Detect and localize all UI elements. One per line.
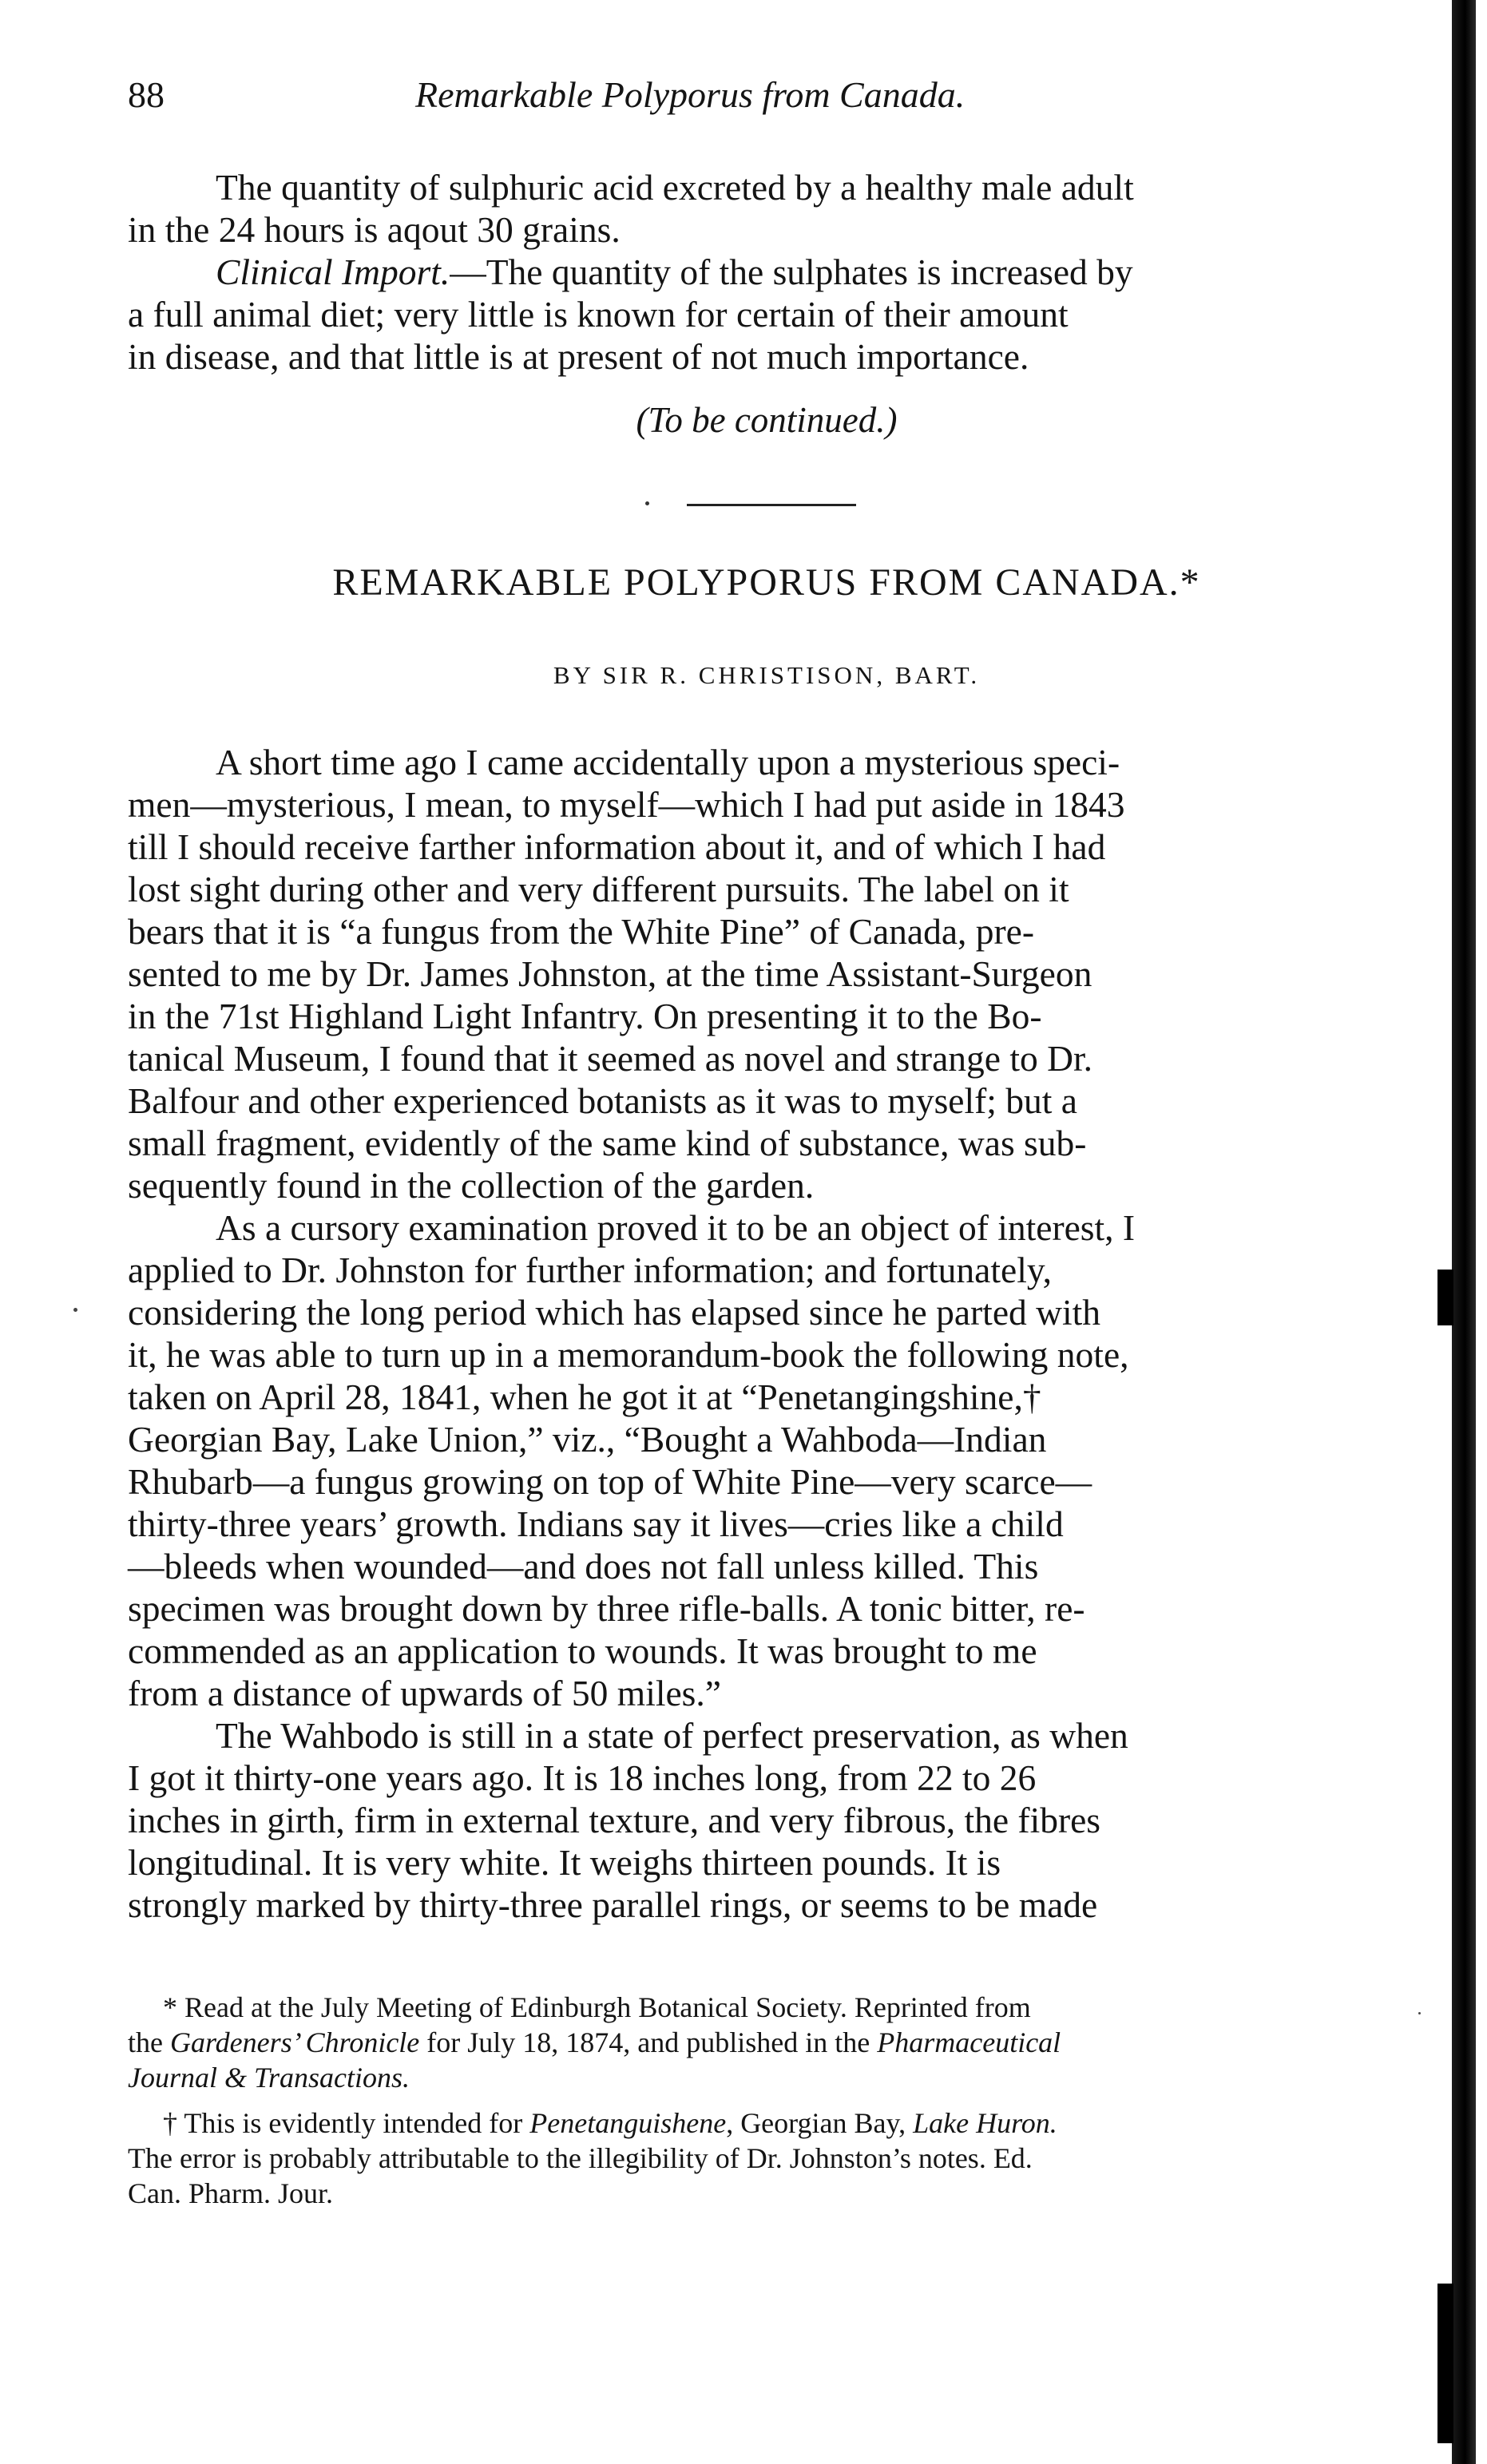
page-number: 88 xyxy=(128,74,165,115)
page-binding-edge xyxy=(1452,0,1476,2464)
article-paragraph-1 xyxy=(128,741,1406,1206)
section-rule xyxy=(687,504,856,506)
text-line: men—mysterious, I mean, to myself—which I had put aside in 1843 xyxy=(128,784,1125,825)
footnote-line: Journal & Transactions. xyxy=(128,2062,410,2094)
place-name: Lake Huron. xyxy=(913,2107,1057,2139)
text-line: strongly marked by thirty-three parallel rings, or seems to be made xyxy=(128,1884,1098,1925)
text-line: lost sight during other and very different pursuits. The label on it xyxy=(128,869,1069,909)
journal-name: Gardeners’ Chronicle xyxy=(169,2026,420,2058)
text-line: applied to Dr. Johnston for further information; and fortunately, xyxy=(128,1250,1053,1290)
print-speck xyxy=(1418,2012,1421,2014)
text-line: specimen was brought down by three rifle-balls. A tonic bitter, re- xyxy=(128,1588,1085,1629)
footnote-text: , Georgian Bay, xyxy=(726,2107,914,2139)
footnote-line: The error is probably attributable to the illegibility of Dr. Johnston’s notes. Ed. xyxy=(128,2142,1033,2174)
text-line: from a distance of upwards of 50 miles.” xyxy=(128,1673,721,1713)
text-line: in disease, and that little is at present of not much importance. xyxy=(128,336,1029,377)
text-line: —bleeds when wounded—and does not fall unless killed. This xyxy=(128,1546,1039,1587)
journal-name: Pharmaceutical xyxy=(877,2026,1061,2058)
binding-edge-notch xyxy=(1437,1270,1453,1325)
footnote-line: * Read at the July Meeting of Edinburgh Botanical Society. Reprinted from xyxy=(163,1991,1031,2023)
text-line: longitudinal. It is very white. It weighs thirteen pounds. It is xyxy=(128,1842,1001,1883)
article-paragraph-2 xyxy=(128,1206,1406,1714)
text-line: bears that it is “a fungus from the White Pine” of Canada, pre- xyxy=(128,911,1035,952)
text-line: A short time ago I came accidentally upon a mysterious speci- xyxy=(216,742,1120,782)
footnote-line xyxy=(128,2105,1406,2141)
clinical-import-text: —The quantity of the sulphates is increased by xyxy=(450,252,1133,292)
text-line: taken on April 28, 1841, when he got it at “Penetangingshine,† xyxy=(128,1377,1041,1417)
text-line: till I should receive farther information about it, and of which I had xyxy=(128,826,1106,867)
footnote-text: † This is evidently intended for xyxy=(163,2107,530,2139)
page-header xyxy=(128,73,1166,129)
separator-dot xyxy=(645,501,649,505)
footnote-2 xyxy=(128,2105,1406,2211)
text-line: Rhubarb—a fungus growing on top of White Pine—very scarce— xyxy=(128,1461,1092,1502)
to-be-continued: (To be continued.) xyxy=(636,400,898,440)
text-line: As a cursory examination proved it to be an object of interest, I xyxy=(216,1207,1136,1248)
text-line: a full animal diet; very little is known for certain of their amount xyxy=(128,294,1069,335)
place-name: Penetanguishene xyxy=(529,2107,727,2139)
text-line: I got it thirty-one years ago. It is 18 inches long, from 22 to 26 xyxy=(128,1757,1037,1798)
article-paragraph-3 xyxy=(128,1714,1406,1926)
text-line: The Wahbodo is still in a state of perfect preservation, as when xyxy=(216,1715,1128,1756)
text-line: Balfour and other experienced botanists as it was to myself; but a xyxy=(128,1080,1077,1121)
footnote-line: Can. Pharm. Jour. xyxy=(128,2177,333,2209)
footnote-line xyxy=(128,2025,1406,2060)
text-line: sequently found in the collection of the garden. xyxy=(128,1165,815,1206)
running-title: Remarkable Polyporus from Canada. xyxy=(415,74,966,115)
text-line: The quantity of sulphuric acid excreted by a healthy male adult xyxy=(216,167,1134,208)
text-line: thirty-three years’ growth. Indians say it lives—cries like a child xyxy=(128,1503,1064,1544)
text-line: inches in girth, firm in external texture, and very fibrous, the fibres xyxy=(128,1800,1101,1840)
text-line: it, he was able to turn up in a memorandum-book the following note, xyxy=(128,1334,1129,1375)
footnote-text: the xyxy=(128,2026,170,2058)
footnote-text: for July 18, 1874, and published in the xyxy=(419,2026,878,2058)
text-line: Georgian Bay, Lake Union,” viz., “Bought a Wahboda—Indian xyxy=(128,1419,1047,1460)
article-byline: BY SIR R. CHRISTISON, BART. xyxy=(553,661,981,689)
preceding-paragraph xyxy=(128,166,1406,378)
text-line: sented to me by Dr. James Johnston, at the time Assistant-Surgeon xyxy=(128,953,1092,994)
text-line: considering the long period which has elapsed since he parted with xyxy=(128,1292,1101,1333)
text-line: tanical Museum, I found that it seemed as novel and strange to Dr. xyxy=(128,1038,1092,1079)
text-line xyxy=(128,251,1406,293)
footnote-1 xyxy=(128,1990,1406,2095)
print-speck xyxy=(73,1308,77,1312)
text-line: commended as an application to wounds. It was brought to me xyxy=(128,1630,1037,1671)
article-title: REMARKABLE POLYPORUS FROM CANADA.* xyxy=(332,561,1201,604)
text-line: in the 24 hours is aqout 30 grains. xyxy=(128,209,621,250)
text-line: in the 71st Highland Light Infantry. On presenting it to the Bo- xyxy=(128,996,1042,1036)
binding-edge-notch xyxy=(1437,2284,1453,2443)
text-line: small fragment, evidently of the same kind of substance, was sub- xyxy=(128,1123,1087,1163)
clinical-import-label: Clinical Import. xyxy=(216,252,450,292)
